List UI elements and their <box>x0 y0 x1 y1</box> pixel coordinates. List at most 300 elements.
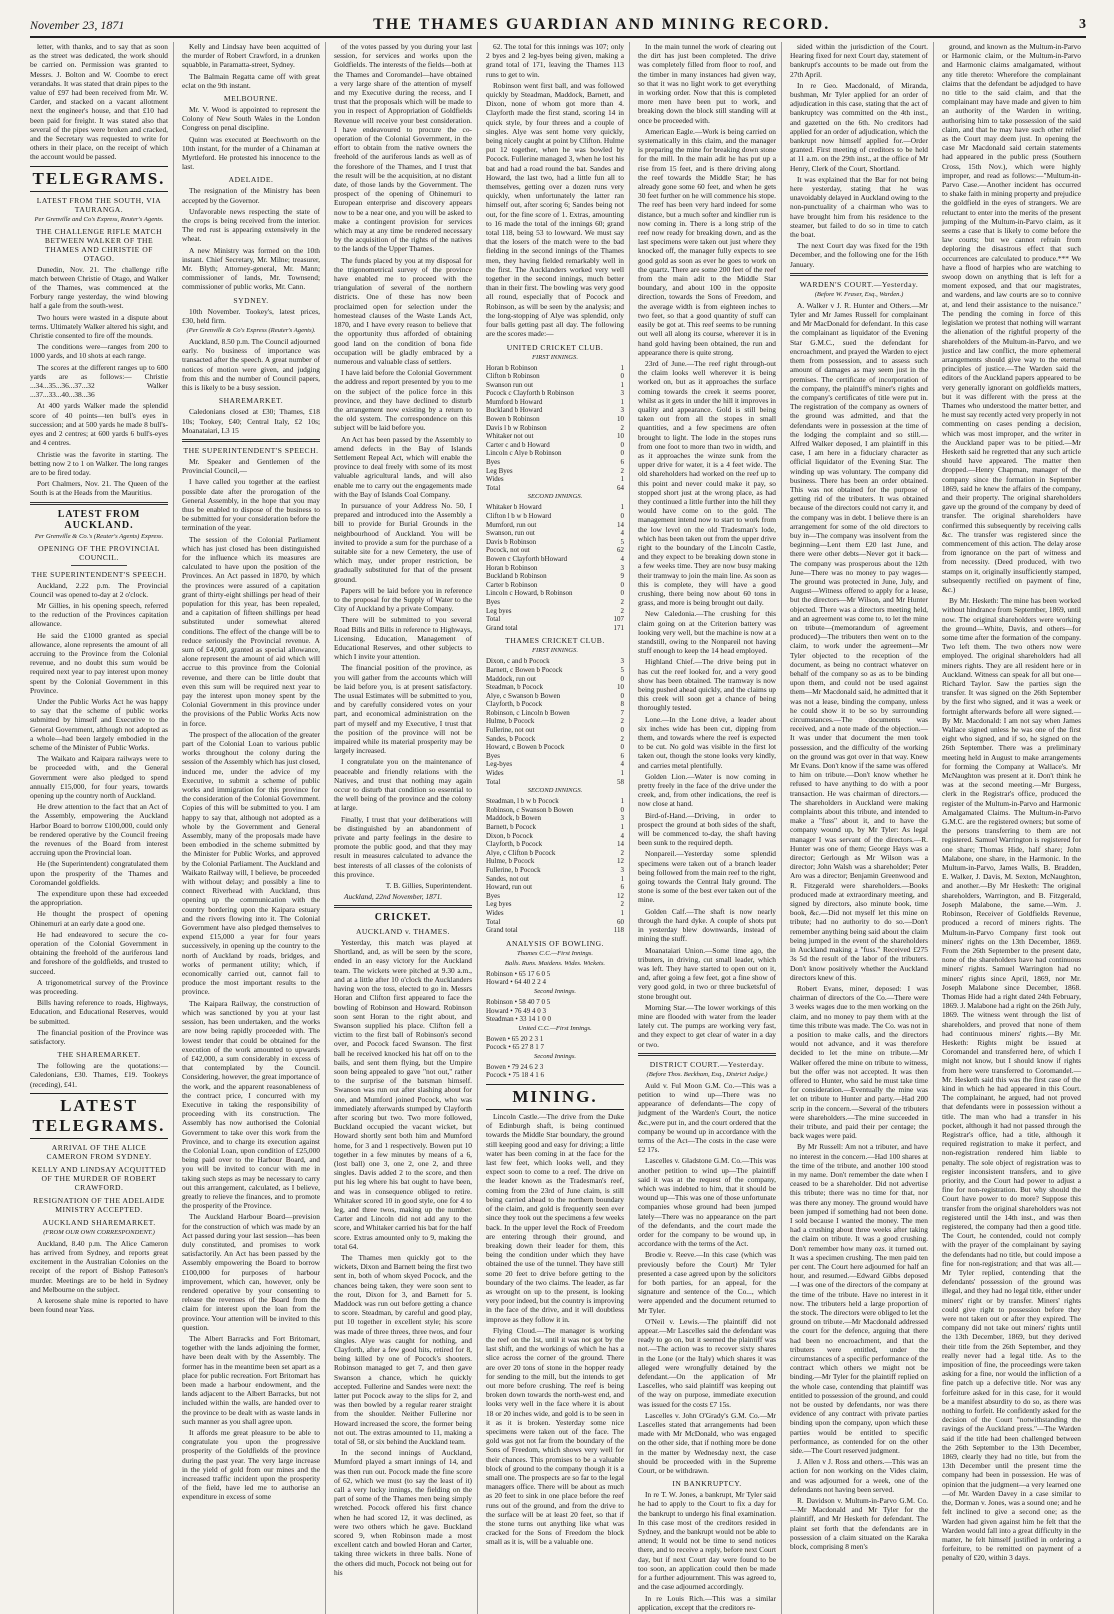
bowling-rows <box>486 1063 624 1080</box>
runs-cell: 0 <box>620 449 624 458</box>
table-row <box>486 389 624 398</box>
article-paragraph: He had endeavored to secure the co-operation of the Colonial Government in obtaining the freehold of the auriferous land and foreshore of the goldfields, and trusted to succeed. <box>30 929 168 976</box>
table-row <box>486 735 624 744</box>
article-paragraph: It affords me great pleasure to be able to congratulate you upon the progressive prosperity of the Goldfields of the province during the past year. The very large increase in the yield of gold from our mines and the increased traffic incident upon the prosperity of the field, have led me to authorise an expenditure in excess of some <box>182 1428 320 1502</box>
batsman-cell: Clifton b Robinson <box>486 372 540 381</box>
table-row <box>486 398 624 407</box>
runs-cell: 6 <box>620 458 624 467</box>
article-paragraph: Brodie v. Reeve.—In this case (which was previously before the Court) Mr Tyler presented a case agreed upon by the solicitors for both parties, for an appeal, for the signature and sentence of the Co..., which were appended and the document returned to Mr Tyler. <box>638 1250 776 1315</box>
runs-cell: 4 <box>620 554 624 563</box>
article-paragraph: The Albert Barracks and Fort Britomart, together with the lands adjoining the former, have been dealt with by the Assembly. The former has in the meantime been set apart as a place for public recreation. Fort Britomart has been made a harbour endowment, and the lands adjacent to the Albert Barracks, but not included within the walls, are handed over to the province to be dealt with as waste lands in such manner as you shall agree upon. <box>182 1334 320 1426</box>
subheading: Second Innings. <box>533 1052 577 1060</box>
article-paragraph: Nonpareil.—Yesterday some splendid specimens were taken out of a branch leader being followed from the main reef to the right, going towards the Central Italy ground. The stone is some of the best ever taken out of the mine. <box>638 849 776 905</box>
article-paragraph: I congratulate you on the maintenance of peaceable and friendly relations with the Natives, and trust that nothing may again occur to disturb that condition so essential to the well being of the province and the colony at large. <box>334 757 472 813</box>
runs-cell: 2 <box>620 848 624 857</box>
table-row <box>486 683 624 692</box>
runs-cell: 3 <box>620 563 624 572</box>
article-paragraph: A kerosene shale mine is reported to have been found near Yass. <box>30 1296 168 1315</box>
headline: MELBOURNE. <box>223 94 279 104</box>
table-row <box>486 875 624 884</box>
batsman-cell: Buckland b Robinson <box>486 572 547 581</box>
table-row <box>486 589 624 598</box>
table-row <box>486 814 624 823</box>
section-heading: LATEST FROM AUCKLAND. <box>57 508 141 531</box>
runs-cell: 0 <box>620 589 624 598</box>
article-paragraph: J. Allen v J. Ross and others.—This was an action for non working on the Vides claim, and was adjourned for a week, one of the defendants not having been served. <box>790 1457 928 1494</box>
batsman-cell: Robinson, c Swanson b Bowen <box>486 805 574 814</box>
article-paragraph: Bird-of-Hand.—Driving, in order to prospect the ground at both sides of the shaft, will be commenced to-day, the shaft having been sunk to the required depth. <box>638 810 776 848</box>
article-paragraph: The prospect of the allocation of the greater part of the Colonial Loan to various public works throughout the colony during the session of the Assembly which has just closed, induced me, under the advice of my Executive, to submit a scheme of public works and immigration for this province for the consideration of the Colonial Government. Copies of this will be submitted to you. I am happy to say that, although not adopted as a whole by the Government and General Assembly, many of the proposals made have been embodied in the scheme submitted by the Minister for Public Works, and approved by the Colonial Parliament. The Auckland and Waikato Railway will, I believe, be proceeded with without delay; and possibly a line to connect Riverhead with Auckland, thus opening up the communication with the country bordering upon the Kaipara estuary and the rivers flowing into it. The Colonial Government have also pledged themselves to expend £15,000 a year for four years successively, in opening up the country to the north of Auckland by roads, bridges, and works of permanent utility; which, if economically carried out, cannot fail to produce the most important results to the province. <box>182 729 320 997</box>
batsman-cell: Horan b Robinson <box>486 563 538 572</box>
masthead <box>30 14 1086 38</box>
table-row <box>486 840 624 849</box>
batsman-cell: Dixon, c and b Pocock <box>486 657 550 666</box>
bowling-rows <box>486 970 624 987</box>
table-row <box>486 726 624 735</box>
article-paragraph: By Mr Russell: Am not a tributer, and have no interest in the concern.—Had 100 shares at the time of the tribute, and another 100 stood in my name. Don't remember the date when I ceased to be a shareholder. Did not advertise this tribute; there was no time for that, nor was there any money. The ground would have been jumped if something had not been done. I sold because I wanted the money. The men had a crushing about three weeks after taking the claim on tribute. It was a good crushing. Don't remember how many ozs. it turned out. It was a specimen crushing. The men paid ten per cent. The Court here adjourned for half an hour, and resumed.—Edward Gibbs deposed—I was one of the directors of the company at the time of the tribute. Have no interest in it now. The tributers held a large proportion of the stock. The directors were obliged to let the ground on tribute.—Mr Macdonald addressed the court for the defence, arguing that there had been no encroachment, and that the tributers were entitled, under the circumstances of a specific performance of the contract which others we might not be binding.—Mr Tyler for the plaintiff replied on the whole case, contending that plaintiff was entitled to possession of the ground, and could not be ousted by defendants, nor was there evidence of any contract with private parties binding upon the company, upon which these parties would be entitled to specific performance, as contended for on the other side.—The Court reserved judgment. <box>790 1142 928 1456</box>
article-paragraph: In pursuance of your Address No. 50, I prepared and introduced into the Assembly a bill to provide for Burial Grounds in the neighbourhood of Auckland. You will be invited to provide a sum for the purchase of a suitable site for a new Cemetery, the use of which may, under proper restriction, be gradually substituted for that of the present ground. <box>334 500 472 584</box>
columns <box>30 42 1086 1612</box>
article-paragraph: The Waikato and Kaipara railways were to be proceeded with, and the General Government were also pledged to spend annually £15,000, for four years, towards opening up the country north of Auckland. <box>30 754 168 800</box>
article-paragraph: 62. The total for this innings was 107; only 2 byes and 2 leg-byes being given, making a grand total of 171, leaving the Thames 113 runs to get to win. <box>486 42 624 79</box>
article-paragraph: Mr. V. Wood is appointed to represent the Colony of New South Wales in the London Congress on penal discipline. <box>182 105 320 133</box>
article-paragraph: Auckland, 2.22 p.m. The Provincial Council was opened to-day at 2 o'clock. <box>30 580 168 599</box>
batsman-cell: Clayforth, b Pocock <box>486 700 543 709</box>
table-row <box>486 909 624 918</box>
table-row <box>486 769 624 778</box>
article-paragraph: Lone.—In the Lone drive, a leader about six inches wide has been cut, dipping from them, and towards where the reef is expected to be cut. No gold was visible in the first lot taken out, though the stone looks very kindly, and carries metal plentifully. <box>638 714 776 770</box>
article-paragraph: I have called you together at the earliest possible date after the prorogation of the General Assembly, in the hope that you may thus be enabled to dispose of the business to be submitted for your consideration before the termination of the year. <box>182 477 320 533</box>
article-paragraph: 10th November. Tookey's, latest prices, £30, held firm. <box>182 306 320 325</box>
table-row <box>486 406 624 415</box>
table-row <box>486 521 624 530</box>
table-row <box>486 743 624 752</box>
article-paragraph: In re T. W. Jones, a bankrupt, Mr Tyler said he had to apply to the Court to fix a day for the bankrupt to undergo his final examination. In this case most of the creditors resided in Sydney, and the bankrupt would not be able to attend; It would not be time to send notices there, and to receive a reply, before next Court day, but if next Court day were found to be too soon, an application could then be made for a further adjournment. This was agreed to, and the case adjourned accordingly. <box>638 1490 776 1592</box>
batsman-cell: Horan b Robinson <box>486 363 538 372</box>
runs-cell: 1 <box>620 503 624 512</box>
table-row <box>486 598 624 607</box>
court-note: (Before W. Fraser, Esq., Warden.) <box>814 290 904 298</box>
table-cell: Grand total <box>486 926 518 935</box>
article-paragraph: Moanataiari Union.—Some time ago, the tributers, in driving, cut small leader, which was left. They have started to open out on it, and, after going a few feet, got a fine show of very good gold, in two or three bucketsful of stone brought out. <box>638 945 776 1001</box>
table-row <box>486 449 624 458</box>
article-paragraph: A trigonometrical survey of the Province was proceeding. <box>30 977 168 997</box>
article-paragraph: Papers will be laid before you in reference to the proposal for the Supply of Water to the City of Auckland by a private Company. <box>334 585 472 614</box>
article-paragraph: Unfavorable news respecting the state of the crops is being received from the interior. The red rust is appearing extensively in the wheat. <box>182 206 320 244</box>
headline: UNITED CRICKET CLUB. <box>506 342 604 352</box>
runs-cell: 0 <box>620 805 624 814</box>
batsman-cell: Total <box>486 777 501 786</box>
runs-cell: 2 <box>620 606 624 615</box>
divider <box>30 502 168 505</box>
article-paragraph: Two hours were wasted in a dispute about terms. Ultimately Walker altered his sight, and Christie consented to fire off the mounds. <box>30 312 168 341</box>
article-paragraph: Lincoln Castle.—The drive from the Duke of Edinburgh shaft, is being continued towards the Middle Star boundary, the ground still keeping good and easy for driving; a little water has been coming in at the face for the last few feet, which looks well, and they expect soon to come to a reef. The drive on the leader known as the Tradesman's reef, coming from the 23rd of June claim, is still being carried ahead to the northern boundary of the claim, and gold is frequently seen ever since they took out the specimens a few weeks back. In the upper level the Rock of Freedom are entering through their ground, and breaking down their leader for them, this being the condition under which they have obtained the use of the tunnel. They have still some 20 feet to drive before getting to the boundary of the two claims. The leader, as far as wrought on up to the present, is looking very poor indeed, but the country is improving in the face of the drive, and it will doubtless improve as they follow it in. <box>486 1112 624 1324</box>
subheading: United C.C.—First Innings. <box>518 1024 592 1032</box>
divider <box>334 905 472 908</box>
table-cell: Grand total <box>486 623 518 632</box>
table-row <box>486 581 624 590</box>
article-paragraph: He (the Superintendent) congratulated them upon the prosperity of the Thames and Coromandel goldfields. <box>30 859 168 887</box>
scorecard-united-first <box>486 364 624 493</box>
table-row <box>486 415 624 424</box>
article-paragraph: Golden Calf.—The shaft is now nearly through the hard dyke. A couple of shots put in yesterday blew downwards, instead of mining the stuff. <box>638 906 776 944</box>
page-number: 3 <box>1079 17 1086 32</box>
batsman-cell: Steadman, l b w b Pocock <box>486 797 559 806</box>
article-paragraph: Bills having reference to roads, Highways, Education, and Educational Reserves, would be submitted. <box>30 998 168 1026</box>
grand-total-thames <box>486 926 624 935</box>
grand-total-united <box>486 624 624 633</box>
table-row <box>486 538 624 547</box>
table-row <box>486 546 624 555</box>
headline: ADELAIDE. <box>228 175 274 185</box>
batsman-cell: Hulme, b Pocock <box>486 717 535 726</box>
batsman-cell: Total <box>486 917 501 926</box>
batsman-cell: Sandes, b Pocock <box>486 734 536 743</box>
article-paragraph: The conditions were—ranges from 200 to 1000 yards, and 10 shots at each range. <box>30 342 168 361</box>
article-paragraph: sided within the jurisdiction of the Court. Hearing fixed for next Court day, statement of bankrupt's accounts to be made out from the 27th April. <box>790 42 928 79</box>
batsman-cell: Robinson, c Lincoln b Bowen <box>486 708 570 717</box>
batsman-cell: Mumford, run out <box>486 520 537 529</box>
headline: THAMES CRICKET CLUB. <box>505 636 605 646</box>
article-paragraph: In re Geo. Macdonald, of Miranda, bushman, Mr Tyler applied for an order of adjudication in this case, stating that the act of bankruptcy was committed on the 4th inst., and gazetted on the 6th. No creditors had applied for an order of adjudication, which the bankrupt now himself applied for.—Order granted. First meeting of creditors to be held at 11 a.m. on the 29th inst., at the office of Mr Henry, Clerk of the Court, Shortland. <box>790 80 928 173</box>
table-row <box>486 484 624 493</box>
section-heading-telegrams: TELEGRAMS. <box>30 166 168 192</box>
batsman-cell: Alye, c Clifton b Pocock <box>486 848 556 857</box>
runs-cell: 1 <box>620 874 624 883</box>
runs-cell: 4 <box>620 831 624 840</box>
column-4 <box>486 42 630 1614</box>
section-heading-mining: MINING. <box>486 1084 624 1110</box>
headline: WARDEN'S COURT.—Yesterday. <box>799 279 919 289</box>
batsman-cell: Hulme, b Pocock <box>486 857 535 866</box>
scorecard-thames-second <box>486 797 624 926</box>
article-paragraph: Auld v. Ful Moon G.M. Co.—This was a petition to wind up—There was no appearance of defendants—The copy of judgment of the Warden's Court, the notice &c.,were put in, and the court ordered that the company be wound up in accordance with the terms of the Act—The costs in the case were £2 17s. <box>638 1080 776 1155</box>
runs-cell: 4 <box>620 760 624 769</box>
headline: THE SHAREMARKET. <box>57 1050 141 1060</box>
table-row <box>486 675 624 684</box>
subheading: FIRST INNINGS. <box>531 353 579 361</box>
column-5 <box>638 42 782 1614</box>
batsman-cell: Sandes, not out <box>486 874 529 883</box>
table-row <box>486 458 624 467</box>
article-paragraph: R. Davidson v. Multum-in-Parvo G.M. Co.—Mr Macdonald and Mr Tyler for the plaintiff, and Mr Hesketh for defendant. The plaint set forth that the defendants are in possession of a claim situated on the Karaka block, comprising 8 men's <box>790 1496 928 1552</box>
runs-cell: 1 <box>620 769 624 778</box>
article-paragraph: Lascelles v. John O'Grady's G.M. Co.—Mr Lascelles stated that arrangements had been made with Mr McDonald, who was engaged on the other side, that if nothing more be done in the matter by Wednesday next, the case should be proceeded with in the Supreme Court, or be withdrawn. <box>638 1410 776 1476</box>
issue-date: November 23, 1871 <box>30 17 125 32</box>
batsman-cell: Howard, c Bowen b Pocock <box>486 743 565 752</box>
headline: LATEST FROM THE SOUTH, VIA TAURANGA. <box>36 195 162 214</box>
table-row <box>486 441 624 450</box>
runs-cell: 4 <box>620 529 624 538</box>
runs-cell: 1 <box>620 475 624 484</box>
headline: OPENING OF THE PROVINCIAL COUNCIL. <box>38 543 160 562</box>
batsman-cell: Pocock, not out <box>486 546 530 555</box>
table-row <box>486 797 624 806</box>
runs-cell: 10 <box>617 683 624 692</box>
table-row <box>486 607 624 616</box>
article-paragraph: American Eagle.—Work is being carried on systematically in this claim, and the manager is preparing the mine for breaking down stone for the mill. In the main adit he has put up a rise from 15 feet, and is there driving along the reef towards the Middle Star; he has already gone some 60 feet, and when he gets 30 feet further on he will commence his stope. The reef has been very hard indeed for some distance, but a much softer and kindlier run is now coming in. There is a long strip of the reef now ready for breaking down, and as the last specimens were taken out just where they knocked off, the manager fully expects to see good gold as soon as ever he goes to work on the quartz. There are some 200 feet of the reef from the main adit to the Middle Star boundary, and about 100 in the opposite direction, towards the Sons of Freedom, and the average width is from eighteen inches to two feet, so that a good quantity of stuff can easily be got at. This reef seems to be running out well all along its course, wherever it is in hand gold having been obtained, the run and appearance there is quite strong. <box>638 126 776 357</box>
article-paragraph: Robert Evans, miner, deposed: I was chairman of directors of the Co.—There were 3 weeks wages due to the men working on the claim, and no money to pay them with at the time this tribute was made. The Co. was not in a position to make calls, and the directors would not advance, and it was therefore decided to let the mine on tribute.—Mr Walker offered the mine on tribute to witness, but the offer was not accepted. It was then offered to Hunter, who said he must take time for consideration.—Eventually the mine was let on tribute to Hunter and party.—Had 200 scrip in the concern.—Several of the tributers were shareholders.—The mine succeeded in their tribute, and paid their per centage; the back wages were paid. <box>790 983 928 1141</box>
table-row <box>486 806 624 815</box>
table-row <box>486 364 624 373</box>
headline: IN BANKRUPTCY. <box>672 1479 742 1489</box>
batsman-cell: Carter b Robinson <box>486 580 538 589</box>
runs-cell: 12 <box>617 857 624 866</box>
bowling-row: Steadman • 33 14 1 0 0 <box>486 1015 552 1024</box>
batsman-cell: Wides <box>486 769 504 778</box>
column-1 <box>30 42 174 1614</box>
bowling-rows <box>486 1035 624 1052</box>
article-paragraph: It was explained that the Bar for not being here yesterday, stating that he was unavoidably delayed in Auckland owing to the non-punctuality of a chairman who was to have brought him from his residence to the steamer, but failed to do so in time to catch the boat. <box>790 174 928 240</box>
batsman-cell: Bowen b Robinson <box>486 415 540 424</box>
batsman-cell: Fullerine, not out <box>486 726 535 735</box>
batsman-cell: Maddock, b Bowen <box>486 814 542 823</box>
article-paragraph: Robinson went first ball, and was followed quickly by Steadman, Maddock, Barnett, and Dixon, none of whom got more than 4. Clayforth made the first stand, scoring 14 in quick style, by four threes and a couple of singles. Alye was sent home very quickly, being nicely caught at point by Clifton. Hulme put 12 together, when he was bowled by Pocock. Fullerine managed 3, when he lost his bat and had a road round the bat. Sandes and Howard, the last two, had a little fun all to themselves, getting over a dozen runs very quickly, when unfortunately the latter ran himself out, after scoring 6; Sandes being not out, for the fine score of 1. Extras, amounting to 16 made the total of the innings 60; grand total 118, being 53 to lowward. We must say that the losers of the match were to the bad fielding in the second innings of the Thames men, they having fielded remarkably well in the first. The Aucklanders worked very well together in the second innings, much better than in their first. The bowling was very good all round, especially that of Pocock and Robinson, as will be seen by the analysis; and the long-stopping of Alye was splendid, only four balls getting past all day. The following are the scores made:— <box>486 80 624 339</box>
batsman-cell: Total <box>486 483 501 492</box>
runs-cell: 0 <box>620 691 624 700</box>
bowling-row: Bowen • 79 24 6 2 3 <box>486 1062 544 1071</box>
runs-cell: 2 <box>620 900 624 909</box>
court-note: (Before Thos. Beckham, Esq., District Judge.) <box>646 1070 768 1078</box>
article-paragraph: An Act has been passed by the Assembly to amend defects in the Bay of Islands Settlement Repeal Act, which will enable the province to deal freely with some of its most valuable agricultural lands, and will also enable me to carry out the engagements made with the Bay of Islands Coal Company. <box>334 434 472 499</box>
newspaper-title: THE THAMES GUARDIAN AND MINING RECORD. <box>373 16 831 33</box>
article-paragraph: New Caledonia.—The crushing for this claim going on at the Criterion battery was looking very well, but the machine is now at a standstill, owing to the Nonpareil not having stuff enough to keep the 14 head employed. <box>638 609 776 656</box>
scorecard-thames-first <box>486 657 624 786</box>
agency-note: Per Grenville & Co.'s (Reuter's Agents) Express. <box>34 532 164 540</box>
article-paragraph: The Kaipara Railway, the construction of which was sanctioned by you at your last session, has been undertaken, and the works are now being rapidly proceeded with. The lowest tender that could be obtained for the execution of the work amounted to upwards of £42,000, a sum considerably in excess of that contemplated by the Council. Considering, however, the great importance of the work, and the apparent reasonableness of the contract price, I concurred with my Executive in taking the responsibility of proceeding with its construction. The Assembly has now authorised the Colonial Government to take over this work from the Province, and to charge its execution against the Colonial Loan, upon condition of £25,000 being paid over to the Harbour Board, and you will be invited to concur with me in taking such steps as may be necessary to carry out this arrangement, calculated, as I believe, greatly to relieve the finances, and to promote the prosperity of the Province. <box>182 998 320 1211</box>
batsman-cell: Davis l b w Robinson <box>486 423 547 432</box>
table-row <box>486 883 624 892</box>
bowling-row: Bowen • 65 20 2 3 1 <box>486 1034 544 1043</box>
runs-cell: 0 <box>620 726 624 735</box>
article-paragraph: The scores at the different ranges up to 600 yards are as follows:— Christie ...34...35...36...37...32 Walker ...37...33...40...38...36 <box>30 362 168 400</box>
headline: ARRIVAL OF THE ALICE CAMERON FROM SYDNEY. <box>46 1142 152 1161</box>
article-paragraph: Lascelles v. Gladstone G.M. Co.—This was another petition to wind up—The plaintiff said it was at the request of the company, which was indebted to him, that it should be wound up—This was one of those unfortunate companies whose ground had been jumped lately—There was no appearance on the part of the defendants, and the court made the order for the company to be wound up, in accordance with the terms of the Act. <box>638 1156 776 1249</box>
runs-cell: 6 <box>620 751 624 760</box>
headline: THE SUPERINTENDENT'S SPEECH. <box>31 569 167 579</box>
batsman-cell: Lincoln c Alye b Robinson <box>486 449 562 458</box>
headline: AUCKLAND v. THAMES. <box>355 927 451 937</box>
bowling-row: Pocock • 75 18 4 1 6 <box>486 1071 545 1080</box>
runs-cell: 8 <box>620 700 624 709</box>
divider <box>182 439 320 442</box>
agency-note: Per Grenville and Co's Express, Reuter's Agents. <box>34 215 164 223</box>
runs-cell: 58 <box>617 777 624 786</box>
article-paragraph: There will be submitted to you several Road Bills and Bills in reference to Highways, Licensing, Education, Management of Educational Reserves, and other subjects to which I invite your attention. <box>334 615 472 662</box>
article-paragraph: The next Court day was fixed for the 19th December, and the following one for the 16th January. <box>790 241 928 269</box>
runs-cell: 2 <box>620 734 624 743</box>
runs-cell: 2 <box>620 597 624 606</box>
table-row <box>486 778 624 787</box>
table-row <box>486 572 624 581</box>
table-row <box>486 692 624 701</box>
article-paragraph: He thought the prospect of opening Ohinemuri at an early date a good one. <box>30 909 168 928</box>
batsman-cell: Leg byes <box>486 606 512 615</box>
table-row <box>486 475 624 484</box>
table-row <box>486 467 624 476</box>
runs-cell: 60 <box>617 917 624 926</box>
batsman-cell: Alye, c Swanson b Bowen <box>486 691 561 700</box>
batsman-cell: Leg-byes <box>486 760 513 769</box>
batsman-cell: Leg Byes <box>486 466 513 475</box>
article-paragraph: By Mr. Hesketh: The mine has been worked without hindrance from September, 1869, until now. The original shareholders were working the ground—White, Davis, and others—for some time after the formation of the company. Two left them. The two others now were employed. The original shareholders had all miners rights. They are all resident here or in Auckland. Witness can speak for all but one—Richard Taylor. Saw the parties sign the transfer. It was signed on the 26th September by the first who signed, and it was a week or fortnight afterwards before all were signed.—By Mr. Macdonald: I am not say when James Wallace signed unless he was one of the first eight who signed, and if so, he signed on the 26th September. There was a preliminary meeting held in August to make arrangements for forming the Company at Wallace's. Mr McNaughton was present at it. Don't think he was at the second meeting.—Mr Burgess, clerk in the Registrar's office, produced the register of the Multum-in-Parvo and Harmonic Amalgamated Claims. The Multum-in-Parvo G.M.C. are the registered owners; but some of the persons transferring to them are not registered. Samuel Warrington is registered for one share; Thomas Hide, half share; John Malabone, one share, in the Harmonic. In the Multum-in-Parvo, James Walls, B. Bradden, E. Walker, J. Davis, M. Sexton, McNaughton, and another.—By Mr Hesketh: The original shareholders, Warrington, and B. Fitzgerald, Joseph Malabone, the same.—Wm. J. Robinson, Receiver of Goldfields Revenue, produced a record of miners rights. The Multum-in-Parvo Company first took out miners' rights on the 13th December, 1869. From the 26th September to the present date, none of the shareholders have had continuous miners' rights. Samuel Warrington had no miners' rights since April, 1869, nor Mr. Joseph Malabone since December, 1868. Thomas Hide had a right dated 24th February, 1869. J. Malabone had a right on the 26th July, 1869. The witness went through the list of shareholders, and proved that none of them had continuous miners' rights.—By Mr. Hesketh: Rights might be issued at Coromandel and transferred here, of which I might not know, but I should know if rights from here were transferred to Coromandel.—Mr. Hesketh said this was the first case of the kind in which he had appeared in this Court. The complainant, he argued, had not proved that defendants were in possession without a title. The man who had a transfer in his pocket, although it had not passed through the Registrar's office, had a title, although it required registration to make it perfect, and non-registration rendered him liable to penalty. The sole object of registration was to register inconsistent transfers, and to give priority, and the Court had power to adjust a fine for non-registration. But why should the Court have power to do more? Suppose this transfer from the original shareholders was not registered until the 14th inst., and was then registered, the company had then a good title. The Court, he contended, could not comply with the prayer of the complainant by saying the defendants had no title, but could impose a fine for non-registration; and that was all.—Mr Tyler replied, contending that the defendants' possession of the ground was illegal, and they had no legal title, either under miners' right or by transfer. Miners' rights could give right to possession before they were not taken out or after they expired. The company did not take out miners' rights until the 13th December, 1869, but they derived their title from the 26th September, and they really never had a legal title. As to the imposition of fine, the proceedings were taken asking for a fine, nor would the infliction of a fine patch up a defective title. Nor was any forfeiture asked for in this case, for it would be a manifest absurdity to do so, as there was nothing to forfeit. He confidently asked for the decision of the Court "notwithstanding the ravings of the Auckland press."—The Warden said if the title had been challenged between the 26th September to the 13th December, 1869, clearly they had no title, but from the 13th December until the present time the company had been in possession. He was of opinion that the judgment—a very learned one—of Mr. Warden Davey in a case similar to the, Dorman v. Jones, was a sound one; and he felt inclined to give a second one; as the Warden had given against him he felt that the Warden would fall into a great difficulty in the matter, he felt himself justified in ordering a forfeiture, to be remitted on payment of a penalty of £20, within 3 days. <box>942 596 1081 1563</box>
table-row <box>486 760 624 769</box>
column-3 <box>334 42 478 1614</box>
section-heading-cricket: CRICKET. <box>374 912 432 924</box>
table-row <box>486 564 624 573</box>
headline: DISTRICT COURT.—Yesterday. <box>649 1059 765 1069</box>
table-row <box>486 832 624 841</box>
batsman-cell: Byes <box>486 751 500 760</box>
runs-cell: 1 <box>620 797 624 806</box>
article-paragraph: In the second innings of Auckland, Mumford played a smart innings of 14, and was then run out. Pocock made the fine score of 62, which we must (to say the least of it) call a very lucky innings, the fielding on the part of some of the Thames men being simply wretched. Pocock offered his first chance when he had scored 12, it was declined, as were two others which he gave. Buckland scored 9, when Robinson made a most excellent catch and bowled Horan and Carter, taking three wickets in three balls. None of the others did much, Pocock not being out for his <box>334 1448 472 1577</box>
article-paragraph: Caledonians closed at £30; Thames, £18 10s; Tookey, £40; Central Italy, £2 10s; Moanataiari, L3 15 <box>182 407 320 435</box>
article-paragraph: The Auckland Harbour Board—prevision for the construction of which was made by an Act passed during your last session—has been duly constituted, and promises to work satisfactorily. An Act has been passed by the Assembly empowering the Board to borrow £100,000 for purposes of harbour improvement, which can, however, only be rendered operative by your consenting to release the revenues of the Board from the claim for interest upon the loan from the province. Your attention will be invited to this question. <box>182 1212 320 1332</box>
headline: THE CHALLENGE RIFLE MATCH BETWEEN WALKER OF THE THAMES AND CHRISTIE OF OTAGO. <box>35 226 163 263</box>
batsman-cell: Clayforth, b Pocock <box>486 840 543 849</box>
runs-cell: 6 <box>620 883 624 892</box>
batsman-cell: Buckland b Howard <box>486 406 543 415</box>
bowling-rows <box>486 998 624 1024</box>
table-row <box>486 823 624 832</box>
batsman-cell: Barnett, b Pocock <box>486 823 536 831</box>
article-paragraph: Golden Lion.—Water is now coming in pretty freely in the face of the drive under the creek, and, from other indications, the reef is now close at hand. <box>638 771 776 809</box>
article-paragraph: The Balmain Regatta came off with great eclat on the 9th instant. <box>182 71 320 90</box>
article-paragraph: Under the Public Works Act he was happy to say that the scheme of public works submitted by himself and Executive to the General Government, although not adopted as a whole—had been largely embodied in the scheme of the Minister of Public Works. <box>30 696 168 752</box>
article-paragraph: Kelly and Lindsay have been acquitted of the murder of Robert Crawford, in a drunken squabble, in Paramatta-street, Sydney. <box>182 42 320 70</box>
table-row <box>486 432 624 441</box>
table-row <box>486 849 624 858</box>
batsman-cell: Clifton l b w b Howard <box>486 512 552 520</box>
article-paragraph: The financial position of the Province was satisfactory. <box>30 1027 168 1047</box>
subheading: FIRST INNINGS. <box>531 647 579 655</box>
runs-cell: 12 <box>617 891 624 900</box>
table-row <box>486 657 624 666</box>
runs-cell: 10 <box>617 432 624 441</box>
runs-cell: 3 <box>620 865 624 874</box>
article-paragraph: Morning Star.—The lower workings of this mine are flooded with water from the leader lately cut. The pumps are working very fast, and they expect to get clear of water in a day or two. <box>638 1002 776 1049</box>
table-cell: 118 <box>613 926 624 935</box>
runs-cell: 0 <box>620 440 624 449</box>
runs-cell: 3 <box>620 389 624 398</box>
bowling-row: Howard • 76 49 4 0 3 <box>486 1006 546 1015</box>
runs-cell: 107 <box>613 615 624 624</box>
divider <box>638 1053 776 1056</box>
bowling-row: Howard • 64 40 2 2 4 <box>486 978 546 987</box>
runs-cell: 2 <box>620 466 624 475</box>
headline: THE SUPERINTENDENT'S SPEECH. <box>183 445 319 455</box>
runs-cell: 5 <box>620 665 624 674</box>
runs-cell: 3 <box>620 814 624 823</box>
article-paragraph: The funds placed by you at my disposal for the trigonometrical survey of the province have enabled me to proceed with the triangulation of several of the northern districts. One of these has now been proclaimed open for selection under the homestead clauses of the Waste Lands Act, 1870, and I have every reason to believe that the opportunity thus afforded of obtaining good land on the condition of bona fide occupation will be gladly embraced by a numerous and valuable class of settlers. <box>334 255 472 366</box>
batsman-cell: Mumford b Howard <box>486 397 543 406</box>
article-paragraph: The financial position of the province, as you will gather from the accounts which will be laid before you, is at present satisfactory. The usual Estimates will be submitted to you, and by carefully considered votes on your part, and economical administration on the part of myself and my Executive, I trust that the position of the province will not be impaired while its material prosperity may be largely increased. <box>334 663 472 756</box>
column-2 <box>182 42 326 1614</box>
article-paragraph: The following are the quotations:— Caledonians, £30. Thames, £19. Tookeys (receding), £41. <box>30 1061 168 1089</box>
table-row <box>486 503 624 512</box>
runs-cell: 1 <box>620 908 624 917</box>
article-paragraph: Auckland, 8.40 p.m. The Alice Cameron has arrived from Sydney, and reports great excitement in the Australian Colonies on the receipt of the report of Bishop Patteson's murder. Meetings are to be held in Sydney and Melbourne on the subject. <box>30 1238 168 1294</box>
table-row <box>486 372 624 381</box>
runs-cell: 1 <box>620 363 624 372</box>
column-6 <box>790 42 934 1614</box>
article-paragraph: Mr. Speaker and Gentlemen of the Provincial Council,— <box>182 456 320 476</box>
runs-cell: 1 <box>620 380 624 389</box>
article-paragraph: I have laid before the Colonial Government the address and report presented by you to me on the subject of the police force in this province, and they have declined to disturb the arrangement now existing by a return to the old system. The correspondence on this subject will be laid before you. <box>334 368 472 433</box>
article-paragraph: Flying Cloud.—The manager is working the reef on the 1st, until it was not got by the last shift, and the workings of which he has a slice across the corner of the ground. There are over 20 tons of stone in the hopper ready for sending to the mill, but the intends to get out more before crushing. The reef is being broken down towards the north-west end, and looks very well in the face where it is about 18 or 20 inches wide, and gold is to be seen in it as it is broken. Yesterday some nice specimens were taken out of the face. The gold was got not far from the boundary of the Sons of Freedom, which shows very well for their chances. This promises to be a valuable block of ground to the company though it is a small one. The prospects are so far to the legal managers office. There will be about as much as 20 feet to sink in one place before the reef runs out of the ground, and from the drive to the surface will be at least 20 feet, so that if the stone turns out anything like what was cracked for the Sons of Freedom the block small as it is, will be a valuable one. <box>486 1325 624 1547</box>
article-paragraph: In re Louis Rich.—This was a similar application, except that the creditors re- <box>638 1593 776 1612</box>
bowling-row: Robinson • 58 40 7 0 5 <box>486 997 551 1006</box>
subheading: Second Innings. <box>533 987 577 995</box>
table-row <box>486 717 624 726</box>
table-row <box>486 666 624 675</box>
batsman-cell: Leg byes <box>486 900 512 909</box>
batsman-cell: Maddock, run out <box>486 674 536 683</box>
runs-cell: 3 <box>620 406 624 415</box>
section-heading-latest-telegrams: LATEST TELEGRAMS. <box>30 1093 168 1139</box>
article-paragraph: Port Chalmers, Nov. 21. The Queen of the South is at the Heads from the Mauritius. <box>30 479 168 498</box>
table-row <box>486 709 624 718</box>
signature: T. B. Gillies, Superintendent. <box>385 881 472 891</box>
headline: SYDNEY. <box>233 295 269 305</box>
article-paragraph: ground, and known as the Multum-in-Parvo or Harmonic claim, or the Multum-in-Parvo and Harmonic claims amalgamated, without any title thereto: Wherefore the complainant claims that the defendant be adjudged to have no title to the said claim, and that the complainant may have made and given to him an authority of the Warden in writing, authorising him to take possession of the said claim, and that he may have such other relief as the Court may deem just. In opening the case Mr Macdonald said certain statements had appeared in the public press (Southern Cross, 15th Nov.), which were highly improper, and read as follows:—"Multum-in-Parvo Case.—Another incident has occurred to shake faith in mining property and prejudice the goldfield in the eyes of strangers. We are reluctant to enter into the merits of the present jumping of the Multum-in-Parvo claim, as it seems a case that is likely to come before the law courts; but we cannot refrain from deploring the disastrous effect that such occurrences are calculated to produce.*** We have a flood of harpies who are watching to swoop down on anything that is left for a moment exposed, and that our magistrates, and wardens, and law courts are so to connive at, and lend their assistance to the nuisance." The pending the coming in force of this legislation we protest that nothing will warrant the alienation of the rightful property of the shareholders of the Multum-in-Parvo, and we justice and law conflict, the more ephemeral arrangements should give way to the eternal principles of justice.—The Warden said the editors of the Auckland papers appeared to be very generally ignorant on goldfields matters, but it was different with the press at the Thames who understood the matter better, and he must say recently acted very properly in not commenting on cases pending a decision, which was most improper, and the writer in the Auckland paper was to be pitied.—Mr Hesketh said he regretted that any such article should have appeared. The matter then dropped.—Henry Chapman, manager of the company since the formation in September 1869, said he knew the affairs of the company, and their property. The original shareholders gave up the ground of the company by deed of transfer. The original shareholders have confirmed this subsequently by receiving calls &c. The transfer was registered since the commencement of this action. The delay arose from ignorance on the part of witness and from necessity. (Deed produced, with two stamps on it, originally insufficiently stamped, subsequently rectified on payment of fine, &c.) <box>942 42 1081 594</box>
batsman-cell: Davis b Robinson <box>486 537 537 546</box>
table-row <box>486 700 624 709</box>
agency-note: (FROM OUR OWN CORRESPONDENT.) <box>43 1228 155 1236</box>
article-paragraph: The resignation of the Ministry has been accepted by the Governor. <box>182 186 320 205</box>
article-paragraph: The session of the Colonial Parliament which has just closed has been distinguished for the influence which its measures are calculated to have upon the position of the Provinces. An Act passed in 1870, by which the provinces were assured of a capitation grant of thirty-eight shillings per head of their population for this year, has been repealed, and a capitation of fifteen shillings per head substituted under somewhat altered conditions. The effect of the change will be to reduce seriously the Provincial revenue. A sum of £4,000, granted as special allowance, alone represent the amount of aid which will accrue to this province from the Colonial revenue, and there can be little doubt that even this sum will be required next year to pay the interest upon money spent by the Colonial Government in this province under the provisions of the Public Works Acts now in force. <box>182 534 320 728</box>
table-row <box>486 624 624 633</box>
runs-cell: 5 <box>620 537 624 546</box>
batsman-cell: Swanson run out <box>486 380 534 389</box>
batsman-cell: Whitaker b Howard <box>486 503 542 512</box>
article-paragraph: Highland Chief.—The drive being put in has cut the reef looked for, and a very good show has been obtained. The tramway is now being pushed ahead quickly, and the claims up this creek will soon get a chance of being thoroughly tested. <box>638 657 776 713</box>
table-row <box>486 529 624 538</box>
article-paragraph: He drew attention to the fact that an Act of the Assembly, empowering the Auckland Harbor Board to borrow £100,000, could only be rendered operative by the Council freeing the revenues of the Board from interest accruing upon the Provincial loan. <box>30 802 168 858</box>
runs-cell: 2 <box>620 717 624 726</box>
batsman-cell: Whitaker not out <box>486 432 534 441</box>
table-row <box>486 918 624 927</box>
runs-cell: 9 <box>620 572 624 581</box>
batsman-cell: Dixon, b Pocock <box>486 831 533 840</box>
article-paragraph: A new Ministry was formed on the 10th instant. Chief Secretary, Mr. Milne; treasurer, Mr. Blyth; Attorney-general, Mr. Mann; commissioner of lands, Mr. Townsend; commissioner of public works, Mr. Cann. <box>182 245 320 292</box>
runs-cell: 0 <box>620 743 624 752</box>
article-paragraph: Mr Gillies, in his opening speech, referred to the reduction of the Provinces capitation allowance. <box>30 600 168 629</box>
article-paragraph: letter, with thanks, and to say that as soon as the street was dedicated, the work should be carried on. Permission was granted to Messrs. J. Bolton and W. Coombe to erect verandahs. It was stated that drain pipes to the value of £97 had been received from Mr. W. Carder, and stacked on a vacant allotment next the engineer's house, and that £10 had been paid for freight. It was stated also that several of the pipes were broken and cracked, and the Secretary was requested to write for others in their place, on the receipt of which the account would be passed. <box>30 42 168 162</box>
table-row <box>486 512 624 521</box>
article-paragraph: Dunedin, Nov. 21. The challenge rifle match between Christie of Otago, and Walker of the Thames, was commenced at the Forbury range yesterday, the wind blowing half a gale from the south-west. <box>30 264 168 311</box>
table-row <box>486 381 624 390</box>
table-row <box>486 892 624 901</box>
table-row <box>486 424 624 433</box>
article-paragraph: 23rd of June.—The reef right through-out the claim looks well wherever it is being worked on, but as it approaches the surface coming towards the creek it seems poorer, whilst as it gets in under the hill it improves in quality and appearance. Gold is still being taken out from all the stopes in small quantities, and a few specimens are often brought to light. The lode in the stopes runs from one foot to more than two in width, and as it approaches the winze sunk from the upper drive for water, it is a 4 feet wide. The old shareholders had worked on the reef up to this point and never could make it pay, so stopped short just at the wrong place, as had they continued a little further into the hill they would have come on to the gold. The management intend now to start to work from the low level on the old Tradesman's lode, which has been taken out from the upper drive right to the boundary of the Lincoln Castle, and they expect to be breaking down stone in a few weeks time. They are now busy making their tramway to join the main line. As soon as this is complete, they will have a good crushing, there being now about 60 tons in grass, and more is being brought out daily. <box>638 358 776 608</box>
bowling-row: Robinson • 65 17 6 0 5 <box>486 969 551 978</box>
table-row <box>486 857 624 866</box>
headline: AUCKLAND SHAREMARKET. <box>42 1217 156 1227</box>
batsman-cell: Pocock c Clayforth b Robinson <box>486 389 574 398</box>
table-row <box>486 555 624 564</box>
runs-cell: 14 <box>617 840 624 849</box>
subheading: Thames C.C.—First Innings. <box>516 949 594 957</box>
runs-cell: 64 <box>617 483 624 492</box>
runs-cell: 0 <box>620 372 624 381</box>
batsman-cell: Steadman, b Pocock <box>486 683 543 692</box>
article-paragraph: He said the £1000 granted as special allowance, alone represents the amount of all accruing to the Province from the Colonial revenue, and no doubt this sum would be required next year to pay interest upon money spent by the Colonial Government in this Province. <box>30 630 168 695</box>
batsman-cell: Barnett, c Bowen b Pocock <box>486 665 563 674</box>
article-paragraph: Finally, I trust that your deliberations will be distinguished by an abandonment of private and party feelings in the desire to promote the public good, and that they may result in measures calculated to advance the best interests of all classes of the colonists of this province. <box>334 814 472 879</box>
batsman-cell: Bowen c Clayforth bHoward <box>486 554 568 563</box>
article-paragraph: At 400 yards Walker made the splendid score of 40 points—ten bull's eyes in succession; and at 500 yards he made 8 bull's-eyes and 2 centres; at 600 yards 6 bull's-eyes and 4 centres. <box>30 401 168 448</box>
